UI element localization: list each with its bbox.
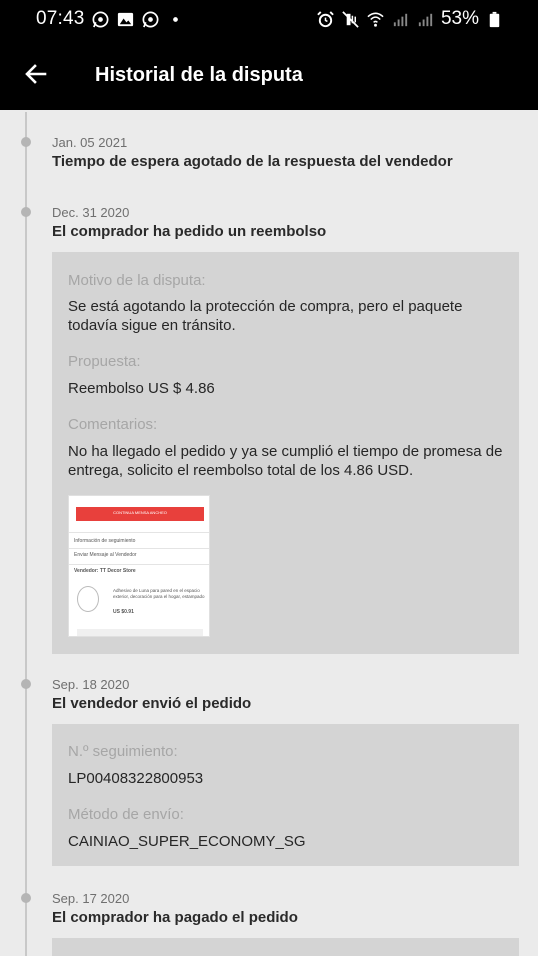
event-title: Tiempo de espera agotado de la respuesta del vendedor xyxy=(52,153,453,170)
whatsapp-icon xyxy=(91,10,110,29)
event-date: Sep. 17 2020 xyxy=(52,891,130,906)
event-title: El vendedor envió el pedido xyxy=(52,695,252,712)
status-time: 07:43 xyxy=(36,8,85,29)
shipping-card xyxy=(52,724,519,866)
status-bar xyxy=(0,0,538,38)
thumb-seller-text: Vendedor: TT Decor Store xyxy=(74,568,136,574)
reason-label: Motivo de la disputa: xyxy=(68,272,206,289)
tracking-label: N.º seguimiento: xyxy=(68,743,178,760)
thumb-price-text: US $0.91 xyxy=(113,609,134,615)
page-title: Historial de la disputa xyxy=(95,64,303,86)
refund-request-card xyxy=(52,252,519,654)
timeline-dot xyxy=(21,679,31,689)
event-title: El comprador ha pedido un reembolso xyxy=(52,223,327,240)
comments-value: No ha llegado el pedido y ya se cumplió el tiempo de promesa de entrega, solicito el reembolso total de los 4.86 USD. xyxy=(68,443,503,479)
thumb-button xyxy=(76,507,204,521)
app-bar xyxy=(0,38,538,110)
thumb-product-image xyxy=(77,586,99,612)
dot-icon xyxy=(166,10,185,29)
mute-icon xyxy=(341,10,360,29)
event-date: Sep. 18 2020 xyxy=(52,677,130,692)
gallery-icon xyxy=(116,10,135,29)
timeline-dot xyxy=(21,137,31,147)
divider xyxy=(69,532,210,533)
thumb-tracking-text: Información de seguimiento xyxy=(74,538,136,544)
thumb-bottom-bar xyxy=(77,629,203,637)
alarm-icon xyxy=(316,10,335,29)
battery-icon xyxy=(485,10,504,29)
tracking-number[interactable]: LP00408322800953 xyxy=(68,770,204,787)
thumb-button-text: CONTINUA MENSA ANCHEO xyxy=(113,510,167,515)
shipping-method-value: CAINIAO_SUPER_ECONOMY_SG xyxy=(68,833,306,850)
divider xyxy=(69,548,210,549)
battery-percentage: 53% xyxy=(440,8,479,29)
attachment-thumbnail[interactable] xyxy=(68,495,210,637)
whatsapp-icon xyxy=(141,10,160,29)
back-button[interactable] xyxy=(20,58,52,90)
event-title: El comprador ha pagado el pedido xyxy=(52,909,298,926)
comments-label: Comentarios: xyxy=(68,416,158,433)
proposal-label: Propuesta: xyxy=(68,353,141,370)
timeline-dot xyxy=(21,207,31,217)
event-date: Dec. 31 2020 xyxy=(52,205,130,220)
wifi-icon xyxy=(366,10,385,29)
timeline-line xyxy=(25,112,27,956)
thumb-product-text: Adhesivo de Luna para pared en el espacio exterior, decoración para el hogar, estampado xyxy=(113,588,205,599)
status-right xyxy=(316,8,504,30)
signal-icon xyxy=(391,10,410,29)
shipping-method-label: Método de envío: xyxy=(68,806,184,823)
event-date: Jan. 05 2021 xyxy=(52,135,128,150)
thumb-message-text: Enviar Mensaje al Vendedor xyxy=(74,552,137,558)
proposal-value: Reembolso US $ 4.86 xyxy=(68,380,215,397)
divider xyxy=(69,564,210,565)
reason-value: Se está agotando la protección de compra, pero el paquete todavía sigue en tránsito. xyxy=(68,298,463,334)
timeline-dot xyxy=(21,893,31,903)
status-left xyxy=(36,8,185,30)
signal-icon xyxy=(416,10,435,29)
arrow-left-icon xyxy=(23,61,49,87)
payment-card xyxy=(52,938,519,956)
